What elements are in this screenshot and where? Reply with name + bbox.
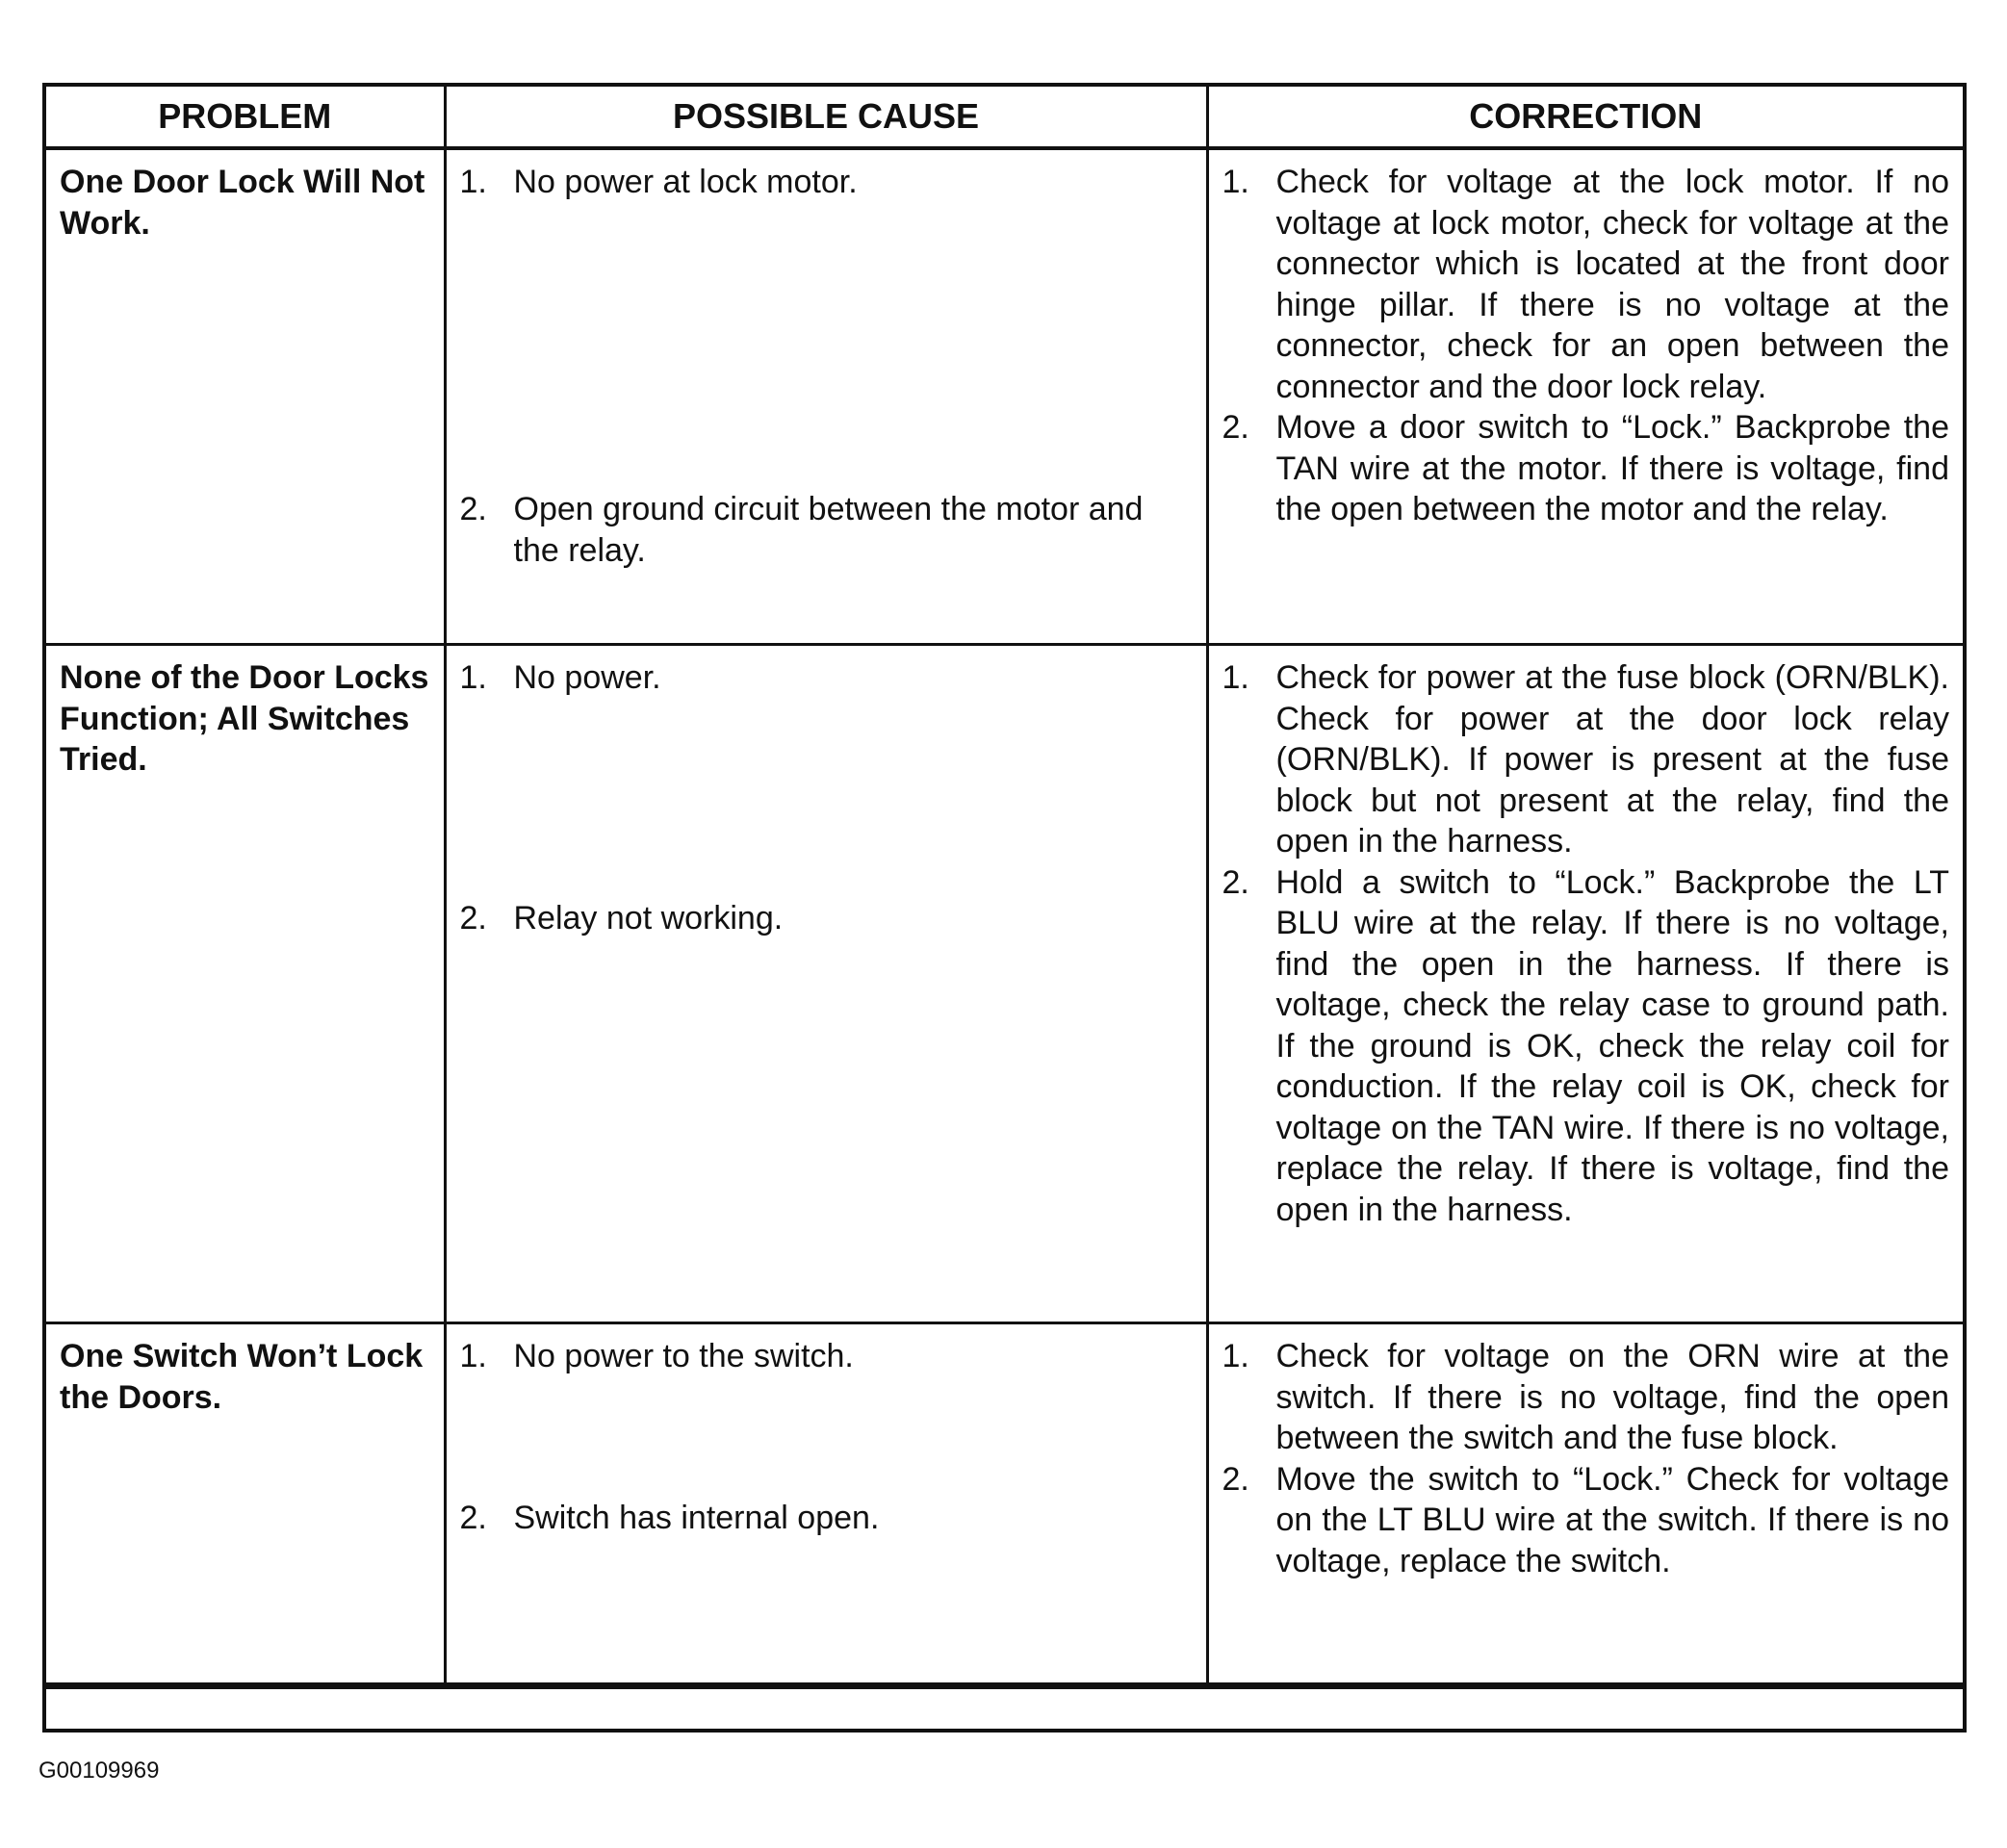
item-text: Relay not working.: [513, 900, 784, 937]
correction-item: [1222, 1336, 1950, 1459]
correction-item: [1222, 407, 1950, 530]
table-row: [46, 148, 1963, 645]
cause-item: [460, 1336, 1193, 1498]
diagnosis-table: [46, 87, 1963, 1685]
item-text: Check for voltage at the lock motor. If no voltage at lock motor, check for voltage at the connector which is located at the front door hinge pillar. If there is no voltage at the connector, check for an open between the connector and the door lock relay.: [1275, 164, 1949, 405]
correction-item: [1222, 862, 1950, 1231]
item-number: 2.: [459, 491, 487, 527]
item-number: 1.: [459, 1338, 487, 1374]
item-number: 1.: [459, 164, 487, 200]
item-number: 2.: [1222, 1460, 1249, 1498]
header-row: [46, 87, 1963, 148]
item-text: Move the switch to “Lock.” Check for voltage on the LT BLU wire at the switch. If there is no voltage, replace the switch.: [1275, 1460, 1949, 1579]
cause-item: [460, 489, 1193, 571]
item-number: 1.: [1222, 659, 1249, 696]
item-text: Move a door switch to “Lock.” Backprobe the TAN wire at the motor. If there is voltage, find the open between the motor and the relay.: [1275, 409, 1949, 527]
table-row: [46, 645, 1963, 1323]
item-text: Check for voltage on the ORN wire at the switch. If there is no voltage, find the open between the switch and the fuse block.: [1275, 1338, 1949, 1456]
header-correction: CORRECTION: [1207, 87, 1963, 148]
problem-cell: One Door Lock Will Not Work.: [46, 148, 445, 645]
item-text: Switch has internal open.: [513, 1500, 880, 1536]
correction-item: [1222, 1459, 1950, 1582]
cause-item: [460, 898, 1193, 939]
item-number: 1.: [1222, 1338, 1249, 1374]
correction-item: [1222, 162, 1950, 407]
header-possible-cause: POSSIBLE CAUSE: [445, 87, 1207, 148]
item-number: 2.: [1222, 409, 1249, 446]
item-number: 2.: [459, 1500, 487, 1536]
cause-cell: [445, 1323, 1207, 1684]
correction-item: [1222, 657, 1950, 862]
empty-footer-row: [46, 1685, 1963, 1746]
problem-cell: None of the Door Locks Function; All Switches Tried.: [46, 645, 445, 1323]
item-text: No power to the switch.: [513, 1338, 854, 1374]
item-number: 2.: [1222, 863, 1249, 901]
item-number: 2.: [459, 900, 487, 937]
cause-cell: [445, 645, 1207, 1323]
cause-item: [460, 1498, 1193, 1539]
correction-cell: [1207, 1323, 1963, 1684]
diagnosis-table-frame: [42, 83, 1967, 1732]
item-number: 1.: [1222, 164, 1249, 200]
cause-cell: [445, 148, 1207, 645]
item-text: Open ground circuit between the motor and the relay.: [513, 491, 1144, 569]
item-text: Hold a switch to “Lock.” Backprobe the LT BLU wire at the relay. If there is no voltage, find the open in the harness. If there is voltage, check the relay case to ground path. If the ground is OK, check the relay coil for conduction. If the relay coil is OK, check for voltage on the TAN wire. If there is no voltage, replace the relay. If there is voltage, find the open in the harness.: [1275, 863, 1949, 1228]
header-problem: PROBLEM: [46, 87, 445, 148]
correction-cell: [1207, 148, 1963, 645]
item-number: 1.: [459, 659, 487, 696]
table-row: [46, 1323, 1963, 1684]
cause-item: [460, 657, 1193, 898]
item-text: No power.: [513, 659, 661, 696]
cause-item: [460, 162, 1193, 489]
item-text: No power at lock motor.: [513, 164, 858, 200]
problem-cell: One Switch Won’t Lock the Doors.: [46, 1323, 445, 1684]
correction-cell: [1207, 645, 1963, 1323]
figure-id: G00109969: [39, 1758, 160, 1784]
item-text: Check for power at the fuse block (ORN/BLK). Check for power at the door lock relay (ORN/BLK). If power is present at the fuse block but not present at the relay, find the open in the harness.: [1275, 659, 1949, 860]
